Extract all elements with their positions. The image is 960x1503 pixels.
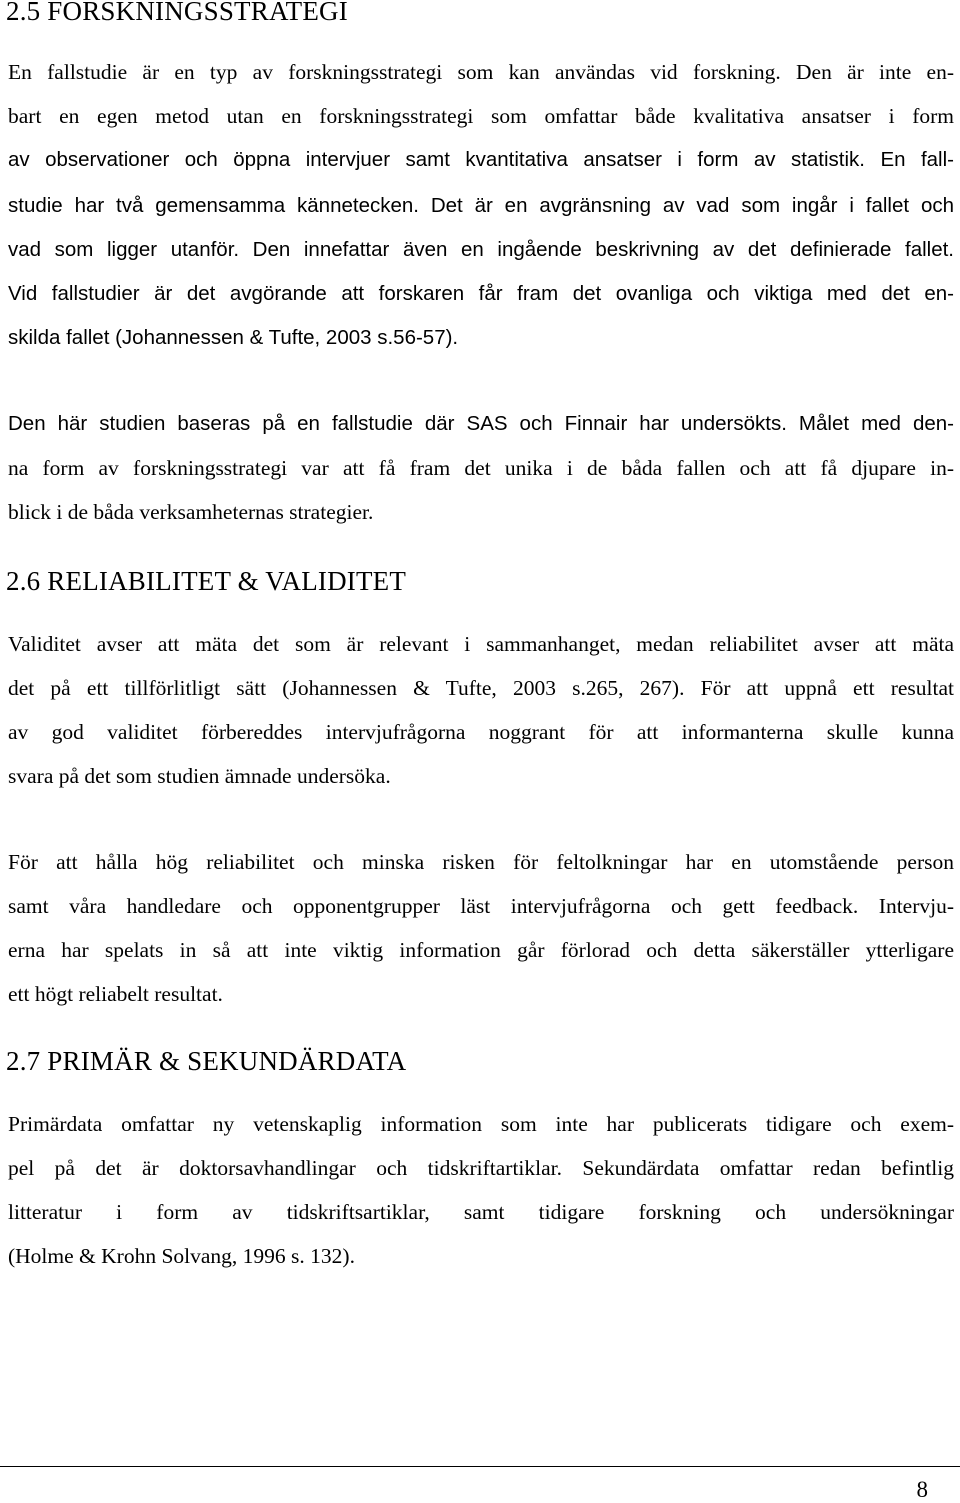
text-line: Vid fallstudier är det avgörande att forskaren får fram det ovanliga och viktiga med det en- xyxy=(8,282,954,305)
text-line: bart en egen metod utan en forskningsstrategi som omfattar både kvalitativa ansatser i form xyxy=(8,104,954,128)
text-line: det på ett tillförlitligt sätt (Johannessen & Tufte, 2003 s.265, 267). För att uppnå ett resultat xyxy=(8,676,954,700)
text-line: skilda fallet (Johannessen & Tufte, 2003 s.56-57). xyxy=(8,326,459,349)
text-line: svara på det som studien ämnade undersöka. xyxy=(8,764,391,788)
text-line: För att hålla hög reliabilitet och minska risken för feltolkningar har en utomstående person xyxy=(8,850,954,874)
text-line: studie har två gemensamma kännetecken. Det är en avgränsning av vad som ingår i fallet och xyxy=(8,194,954,217)
text-line: erna har spelats in så att inte viktig information går förlorad och detta säkerställer ytterligare xyxy=(8,938,954,962)
text-line: av god validitet förbereddes intervjufrågorna noggrant för att informanterna skulle kunna xyxy=(8,720,954,744)
text-line: Validitet avser att mäta det som är relevant i sammanhanget, medan reliabilitet avser att mäta xyxy=(8,632,954,656)
text-line: Primärdata omfattar ny vetenskaplig information som inte har publicerats tidigare och exem- xyxy=(8,1112,954,1136)
section-heading-primar-sekundardata: 2.7 PRIMÄR & SEKUNDÄRDATA xyxy=(6,1046,407,1076)
section-heading-forskningsstrategi: 2.5 FORSKNINGSSTRATEGI xyxy=(6,0,348,26)
text-line: vad som ligger utanför. Den innefattar även en ingående beskrivning av det definierade fallet. xyxy=(8,238,954,261)
text-line: Den här studien baseras på en fallstudie där SAS och Finnair har undersökts. Målet med den- xyxy=(8,412,954,435)
text-line: na form av forskningsstrategi var att få fram det unika i de båda fallen och att få djupare in- xyxy=(8,456,954,480)
text-line: ett högt reliabelt resultat. xyxy=(8,982,223,1006)
text-line: pel på det är doktorsavhandlingar och tidskriftartiklar. Sekundärdata omfattar redan befintlig xyxy=(8,1156,954,1180)
text-line: samt våra handledare och opponentgrupper läst intervjufrågorna och gett feedback. Intervju- xyxy=(8,894,954,918)
text-line: blick i de båda verksamheternas strategier. xyxy=(8,500,374,524)
text-line: litteratur i form av tidskriftsartiklar, samt tidigare forskning och undersökningar xyxy=(8,1200,954,1224)
section-heading-reliabilitet-validitet: 2.6 RELIABILITET & VALIDITET xyxy=(6,566,407,596)
text-line: (Holme & Krohn Solvang, 1996 s. 132). xyxy=(8,1244,355,1268)
text-line: av observationer och öppna intervjuer samt kvantitativa ansatser i form av statistik. En fall- xyxy=(8,148,954,171)
footer-divider xyxy=(0,1466,960,1467)
page-number: 8 xyxy=(916,1477,928,1502)
text-line: En fallstudie är en typ av forskningsstrategi som kan användas vid forskning. Den är inte en- xyxy=(8,60,954,84)
